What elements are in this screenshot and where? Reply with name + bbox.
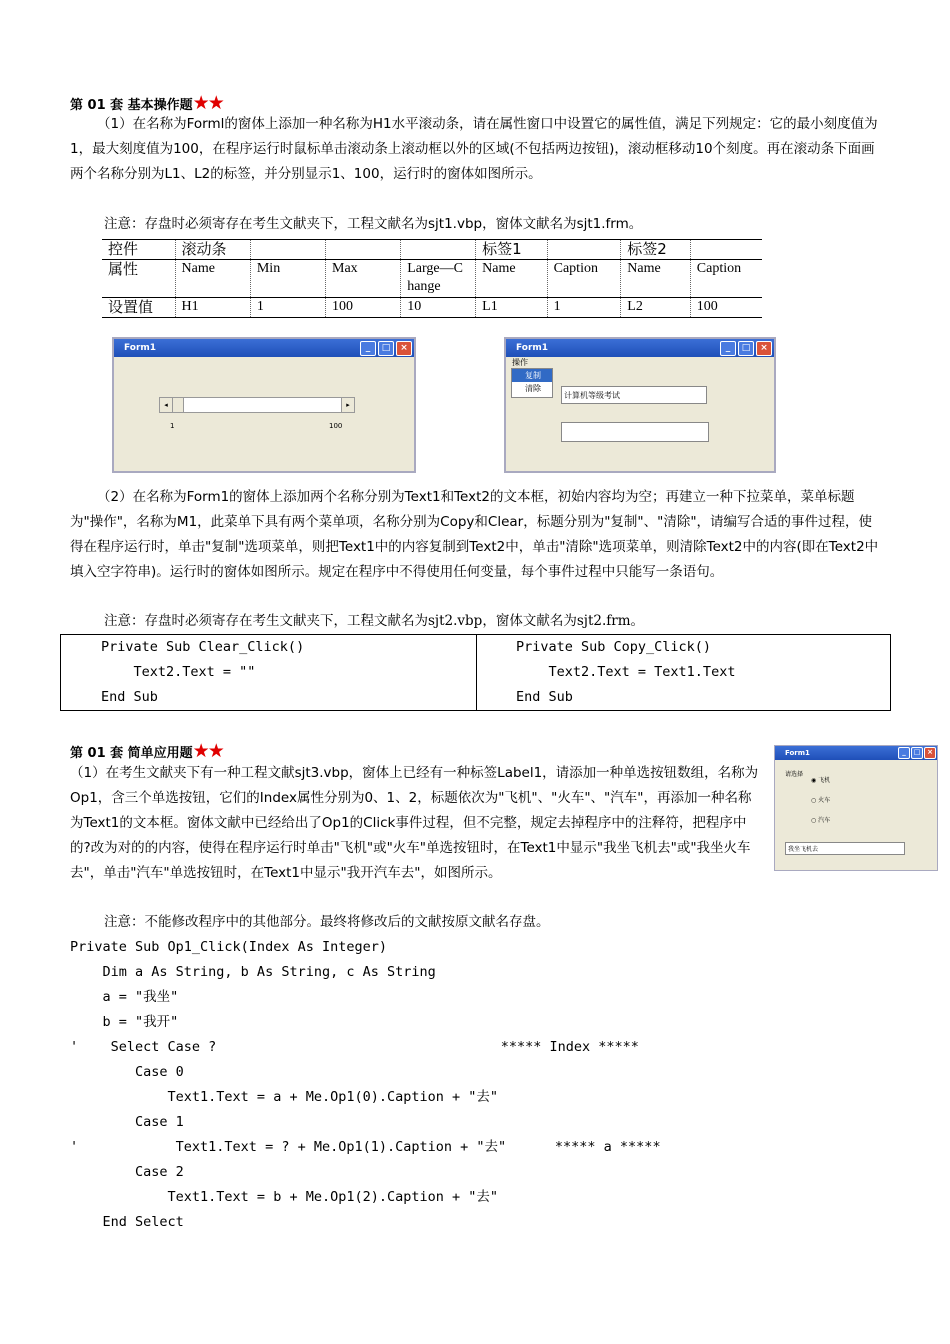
code-line: ' Select Case ? ***** Index ***** xyxy=(70,1039,639,1055)
table-cell: 设置值 xyxy=(102,298,175,318)
form2-title: Form1 xyxy=(516,343,549,353)
form3-title: Form1 xyxy=(785,749,810,757)
table-cell xyxy=(690,240,762,260)
table-cell: Caption xyxy=(690,260,762,298)
code-line: Case 2 xyxy=(70,1164,184,1180)
section2-heading-text: 第 01 套 简单应用题 xyxy=(70,746,193,761)
table-cell: L2 xyxy=(621,298,691,318)
op1-2-label: 汽车 xyxy=(818,817,831,824)
code-line: End Sub xyxy=(516,689,573,705)
op1-2[interactable]: ○ 汽车 xyxy=(811,817,831,824)
close-icon[interactable]: × xyxy=(396,341,412,356)
code-line: Text2.Text = "" xyxy=(101,664,256,680)
text1-input[interactable]: 我坐飞机去 xyxy=(785,842,905,855)
op1-0-label: 飞机 xyxy=(818,777,831,784)
menu-item-clear[interactable]: 清除 xyxy=(525,384,541,393)
q1-text: （1）在名称为Forml的窗体上添加一种名称为H1水平滚动条，请在属性窗口中设置它的属性值，满足下列规定：它的最小刻度值为1，最大刻度值为100，在程序运行时鼠标单击滚动条上滚动框以外的区域(不包括两边按钮)，滚动框移动10个刻度。再在滚动条下面画两个名称分别为L1、L2的标签，并分别显示1、100，运行时的窗体如图所示。 xyxy=(70,116,878,182)
code-line: ' Text1.Text = ? + Me.Op1(1).Caption + "去" ***** a ***** xyxy=(70,1139,661,1155)
form1-scrollbar-window xyxy=(112,337,416,473)
code-line: Private Sub Op1_Click(Index As Integer) xyxy=(70,939,387,955)
section1-heading xyxy=(70,92,223,114)
q2-text: （2）在名称为Form1的窗体上添加两个名称分别为Text1和Text2的文本框，初始内容均为空；再建立一种下拉菜单，菜单标题为"操作"，名称为M1，此菜单下具有两个菜单项，名称分别为Copy和Clear，标题分别为"复制"、"清除"，请编写合适的事件过程，使得在程序运行时，单击"复制"选项菜单，则把Text1中的内容复制到Text2中，单击"清除"选项菜单，则清除Text2中的内容(即在Text2中填入空字符串)。运行时的窗体如图所示。规定在程序中不得使用任何变量，每个事件过程中只能写一条语句。 xyxy=(70,489,879,580)
property-table xyxy=(102,239,762,318)
minimize-icon[interactable]: _ xyxy=(720,341,736,356)
table-cell: 属性 xyxy=(102,260,175,298)
table-cell xyxy=(250,240,325,260)
label1: 请选择 xyxy=(785,771,804,778)
table-cell: Name xyxy=(621,260,691,298)
code-line: End Sub xyxy=(101,689,158,705)
form2-titlebar xyxy=(506,339,774,357)
menu-dropdown xyxy=(511,368,553,398)
table-cell: H1 xyxy=(175,298,250,318)
section2-heading xyxy=(70,740,223,762)
menu-item-copy[interactable]: 复制 xyxy=(512,369,552,382)
scroll-thumb[interactable] xyxy=(173,398,184,412)
menu-operate[interactable]: 操作 xyxy=(512,358,528,367)
code-line: Case 1 xyxy=(70,1114,184,1130)
s2-q1-text: （1）在考生文献夹下有一种工程文献sjt3.vbp，窗体上已经有一种标签Label1，请添加一种单选按钮数组，名称为Op1，含三个单选按钮，它们的Index属性分别为0、1、2，标题依次为"飞机"、"火车"、"汽车"，再添加一种名称为Text1的文本框。窗体文献中已经给出了Op1的Click事件过程，但不完整，规定去掉程序中的注释符，把程序中的?改为对的的内容，使得在程序运行时单击"飞机"或"火车"单选按钮时，在Text1中显示"我坐飞机去"或"我坐火车去"，单击"汽车"单选按钮时，在Text1中显示"我开汽车去"，如图所示。 xyxy=(70,765,759,881)
form3-option-window xyxy=(774,745,938,871)
table-cell: 100 xyxy=(690,298,762,318)
q2-note: 注意：存盘时必须寄存在考生文献夹下，工程文献名为sjt2.vbp，窗体文献名为sjt2.frm。 xyxy=(104,613,644,629)
table-cell: Name xyxy=(175,260,250,298)
difficulty-stars: ★★ xyxy=(192,92,223,114)
table-cell: Min xyxy=(250,260,325,298)
text1-input[interactable]: 计算机等级考试 xyxy=(561,386,707,404)
section1-heading-text: 第 01 套 基本操作题 xyxy=(70,98,193,113)
code-box-clear xyxy=(60,634,477,711)
close-icon[interactable]: × xyxy=(924,747,936,759)
form2-menu-window xyxy=(504,337,776,473)
code-line: Private Sub Copy_Click() xyxy=(516,639,712,655)
minimize-icon[interactable]: _ xyxy=(360,341,376,356)
minimize-icon[interactable]: _ xyxy=(898,747,910,759)
table-cell: 控件 xyxy=(102,240,175,260)
table-row-property xyxy=(102,260,762,298)
table-cell: 1 xyxy=(250,298,325,318)
table-cell xyxy=(401,240,476,260)
table-cell: 1 xyxy=(547,298,621,318)
table-cell: Name xyxy=(476,260,547,298)
op1-0[interactable]: ◉ 飞机 xyxy=(811,777,831,784)
difficulty-stars: ★★ xyxy=(192,740,223,762)
op1-1[interactable]: ○ 火车 xyxy=(811,797,831,804)
table-row-control xyxy=(102,240,762,260)
table-row-value xyxy=(102,298,762,318)
q1-note: 注意：存盘时必须寄存在考生文献夹下，工程文献名为sjt1.vbp，窗体文献名为sjt1.frm。 xyxy=(104,216,643,232)
label-l1: 1 xyxy=(170,422,175,430)
scroll-left-icon[interactable]: ◂ xyxy=(160,398,173,412)
table-cell: 100 xyxy=(326,298,401,318)
h1-scrollbar[interactable] xyxy=(159,397,355,413)
table-cell: 滚动条 xyxy=(175,240,250,260)
maximize-icon[interactable]: □ xyxy=(738,341,754,356)
code-line: Case 0 xyxy=(70,1064,184,1080)
code-line: End Select xyxy=(70,1214,184,1230)
form1-titlebar xyxy=(114,339,414,357)
form1-title: Form1 xyxy=(124,343,157,353)
s2-q1-note: 注意：不能修改程序中的其他部分。最终将修改后的文献按原文献名存盘。 xyxy=(104,914,550,930)
table-cell: Large—Change xyxy=(401,260,476,298)
text2-input[interactable] xyxy=(561,422,709,442)
code-line: a = "我坐" xyxy=(70,989,179,1005)
table-cell: 10 xyxy=(401,298,476,318)
code-line: Text1.Text = a + Me.Op1(0).Caption + "去" xyxy=(70,1089,499,1105)
close-icon[interactable]: × xyxy=(756,341,772,356)
table-cell xyxy=(547,240,621,260)
table-cell: 标签2 xyxy=(621,240,691,260)
code-line: Dim a As String, b As String, c As String xyxy=(70,964,436,980)
code-line: Text1.Text = b + Me.Op1(2).Caption + "去" xyxy=(70,1189,499,1205)
table-cell: L1 xyxy=(476,298,547,318)
code-line: Private Sub Clear_Click() xyxy=(101,639,305,655)
scroll-right-icon[interactable]: ▸ xyxy=(341,398,354,412)
label-l2: 100 xyxy=(329,422,343,430)
form3-titlebar xyxy=(775,746,937,760)
code-line: b = "我开" xyxy=(70,1014,179,1030)
table-cell: 标签1 xyxy=(476,240,547,260)
code-line: Text2.Text = Text1.Text xyxy=(516,664,736,680)
table-cell xyxy=(326,240,401,260)
table-cell: Max xyxy=(326,260,401,298)
maximize-icon[interactable]: □ xyxy=(911,747,923,759)
table-cell: Caption xyxy=(547,260,621,298)
code-box-copy xyxy=(475,634,891,711)
op1-1-label: 火车 xyxy=(818,797,831,804)
maximize-icon[interactable]: □ xyxy=(378,341,394,356)
